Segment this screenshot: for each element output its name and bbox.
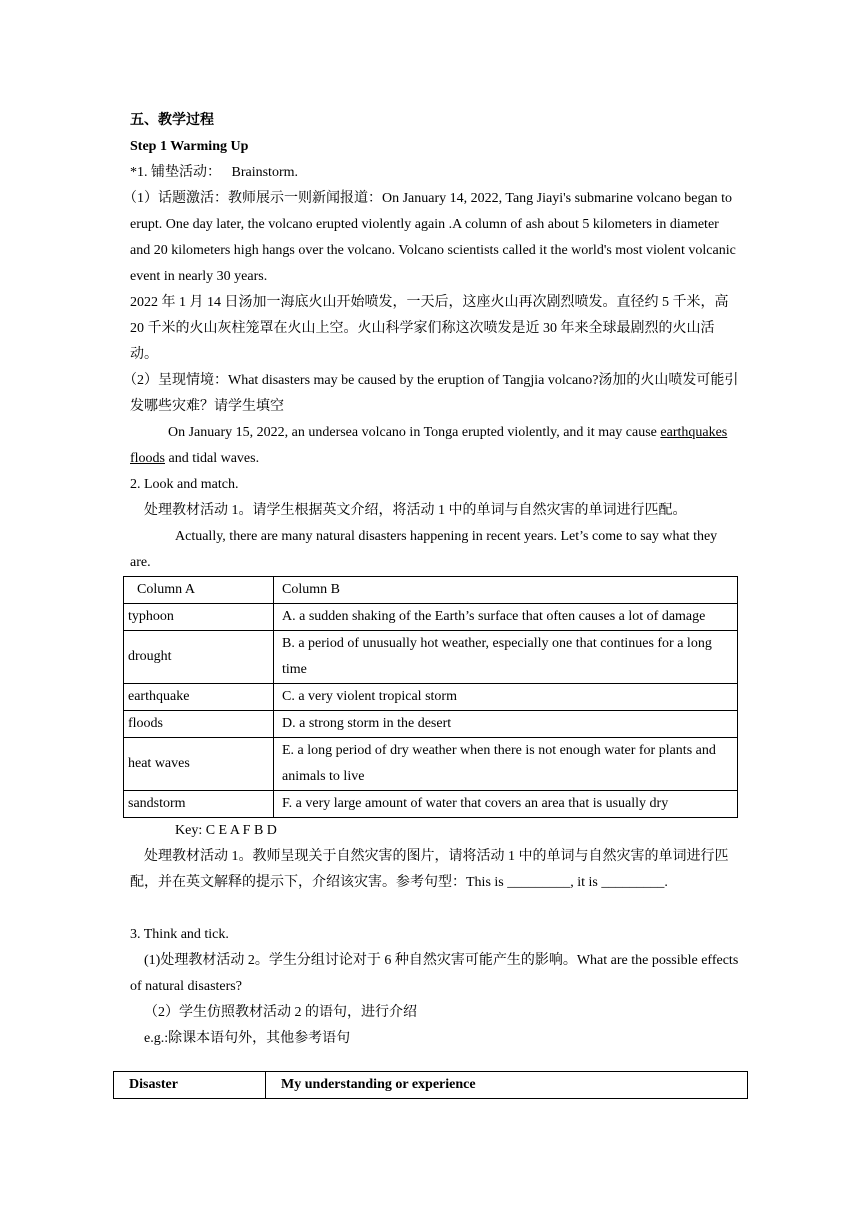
column-b-header: Column B: [274, 577, 738, 604]
document-page: [123, 108, 740, 1052]
table-row: [124, 604, 738, 631]
table-cell-b: C. a very violent tropical storm: [274, 684, 738, 711]
table-cell-b: E. a long period of dry weather when there is not enough water for plants and animals to live: [274, 738, 738, 791]
item-1-paragraph-fill: [130, 420, 740, 472]
table-row: [124, 631, 738, 684]
table-cell-a: earthquake: [124, 684, 274, 711]
answer-key: Key: C E A F B D: [175, 823, 277, 838]
table-cell-b: F. a very large amount of water that covers an area that is usually dry: [274, 791, 738, 818]
fill-sentence-end: and tidal waves.: [168, 451, 260, 466]
item-1-paragraph-chinese: 2022 年 1 月 14 日汤加一海底火山开始喷发，一天后，这座火山再次剧烈喷发。直径约 5 千米，高 20 千米的火山灰柱笼罩在火山上空。火山科学家们称这次喷发是近 30 年来全球最剧烈的火山活动。: [130, 295, 729, 362]
step-heading: Step 1 Warming Up: [130, 139, 249, 154]
table-cell-b: B. a period of unusually hot weather, especially one that continues for a long time: [274, 631, 738, 684]
table-cell-a: typhoon: [124, 604, 274, 631]
item-1-paragraph-news: （1）话题激活：教师展示一则新闻报道：On January 14, 2022, Tang Jiayi's submarine volcano began to erupt. One day later, the volcano erupted violently again .A column of ash about 5 kilometers in diameter and 20 kilometers high hangs over the volcano. Volcano scientists called it the world's most violent volcanic event in nearly 30 years.: [123, 191, 736, 284]
item-1-prefix: *1. 铺垫活动：: [130, 165, 221, 180]
table-row: [124, 711, 738, 738]
experience-header: My understanding or experience: [266, 1072, 748, 1099]
item-1-title: [130, 160, 740, 186]
item-3-paragraph-1: (1)处理教材活动 2。学生分组讨论对于 6 种自然灾害可能产生的影响。What are the possible effects of natural disasters?: [130, 953, 739, 994]
table-cell-a: sandstorm: [124, 791, 274, 818]
item-3-paragraph-2: （2）学生仿照教材活动 2 的语句，进行介绍: [144, 1005, 417, 1020]
item-3-title: 3. Think and tick.: [130, 927, 229, 942]
blank-line: [130, 896, 740, 922]
table-cell-a: heat waves: [124, 738, 274, 791]
section-heading: 五、教学过程: [130, 113, 214, 128]
table-row: [124, 738, 738, 791]
item-2-paragraph-2: Actually, there are many natural disasters happening in recent years. Let’s come to say what they are.: [130, 529, 718, 570]
match-table: [123, 576, 738, 818]
item-2-paragraph-1: 处理教材活动 1。请学生根据英文介绍，将活动 1 中的单词与自然灾害的单词进行匹配。: [144, 503, 687, 518]
item-2-title: 2. Look and match.: [130, 477, 239, 492]
fill-answer-2: floods: [130, 451, 165, 466]
disaster-header: Disaster: [114, 1072, 266, 1099]
table-row: [124, 791, 738, 818]
table-cell-b: D. a strong storm in the desert: [274, 711, 738, 738]
table-header-row: [114, 1072, 748, 1099]
table-cell-b: A. a sudden shaking of the Earth’s surface that often causes a lot of damage: [274, 604, 738, 631]
item-1-paragraph-situation: （2）呈现情境：What disasters may be caused by the eruption of Tangjia volcano?汤加的火山喷发可能引发哪些灾难？请学生填空: [123, 373, 739, 414]
column-a-header: Column A: [124, 577, 274, 604]
fill-sentence: On January 15, 2022, an undersea volcano in Tonga erupted violently, and it may cause: [168, 425, 657, 440]
table-row: [124, 684, 738, 711]
item-3-paragraph-3: e.g.:除课本语句外，其他参考语句: [144, 1031, 351, 1046]
item-1-label: Brainstorm.: [231, 165, 298, 180]
table-cell-a: drought: [124, 631, 274, 684]
disaster-table: [113, 1071, 748, 1099]
table-cell-a: floods: [124, 711, 274, 738]
fill-answer-1: earthquakes: [660, 425, 728, 440]
item-2-paragraph-3: 处理教材活动 1。教师呈现关于自然灾害的图片，请将活动 1 中的单词与自然灾害的单词进行匹配，并在英文解释的提示下，介绍该灾害。参考句型：This is _________, it is _________.: [130, 849, 729, 890]
table-header-row: [124, 577, 738, 604]
